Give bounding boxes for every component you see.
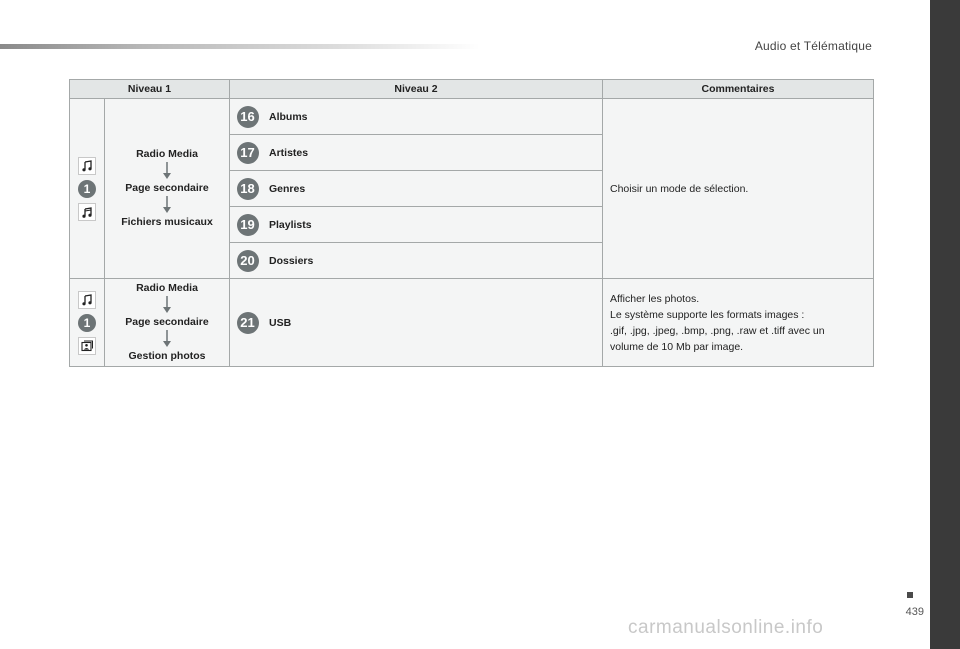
item-number-cell: [230, 99, 266, 135]
step-badge: 1: [78, 180, 96, 198]
level1-nav-path: [105, 279, 230, 367]
item-number-badge: 16: [237, 106, 259, 128]
level1-nav-path: [105, 99, 230, 279]
page-marker: [907, 592, 913, 598]
nav-step: Radio Media: [136, 148, 198, 160]
item-label: Artistes: [265, 135, 603, 171]
comment-line: .gif, .jpg, .jpeg, .bmp, .png, .raw et .tiff avec un: [610, 324, 825, 337]
nav-step: Fichiers musicaux: [121, 216, 213, 228]
table-row: [70, 99, 874, 135]
arrow-down-icon: [162, 162, 172, 180]
column-header-level1: Niveau 1: [70, 80, 230, 99]
item-number-cell: [230, 171, 266, 207]
item-number-badge: 21: [237, 312, 259, 334]
comment-line: volume de 10 Mb par image.: [610, 340, 744, 353]
column-header-comments: Commentaires: [603, 80, 874, 99]
page-number: 439: [905, 606, 924, 618]
comment-cell: [603, 279, 874, 367]
item-label: Playlists: [265, 207, 603, 243]
settings-table: [69, 79, 874, 367]
item-number-cell: [230, 135, 266, 171]
right-edge-bar: [930, 0, 960, 649]
column-header-level2: Niveau 2: [230, 80, 603, 99]
music-note-icon: [78, 157, 96, 175]
nav-step: Radio Media: [136, 282, 198, 294]
arrow-down-icon: [162, 296, 172, 314]
comment-cell: [603, 99, 874, 279]
item-number-badge: 18: [237, 178, 259, 200]
item-number-cell: [230, 207, 266, 243]
level1-icon-cell: [70, 279, 105, 367]
item-number-badge: 19: [237, 214, 259, 236]
nav-step: Gestion photos: [128, 350, 206, 362]
arrow-down-icon: [162, 330, 172, 348]
item-number-cell: [230, 243, 266, 279]
arrow-down-icon: [162, 196, 172, 214]
item-label: Albums: [265, 99, 603, 135]
step-badge: 1: [78, 314, 96, 332]
nav-step: Page secondaire: [125, 182, 209, 194]
item-label: Dossiers: [265, 243, 603, 279]
section-title: Audio et Télématique: [754, 39, 872, 53]
table-row: [70, 279, 874, 367]
header-gradient-bar: [0, 44, 480, 49]
comment-line: Le système supporte les formats images :: [610, 308, 805, 321]
table-header-row: [70, 80, 874, 99]
photo-icon: [78, 337, 96, 355]
comment-line: Choisir un mode de sélection.: [610, 182, 749, 195]
comment-line: Afficher les photos.: [610, 292, 700, 305]
music-double-note-icon: [78, 203, 96, 221]
nav-step: Page secondaire: [125, 316, 209, 328]
watermark: carmanualsonline.info: [628, 617, 824, 638]
item-number-badge: 20: [237, 250, 259, 272]
item-number-badge: 17: [237, 142, 259, 164]
item-label: USB: [265, 279, 603, 367]
level1-icon-cell: [70, 99, 105, 279]
music-note-icon: [78, 291, 96, 309]
item-number-cell: [230, 279, 266, 367]
item-label: Genres: [265, 171, 603, 207]
